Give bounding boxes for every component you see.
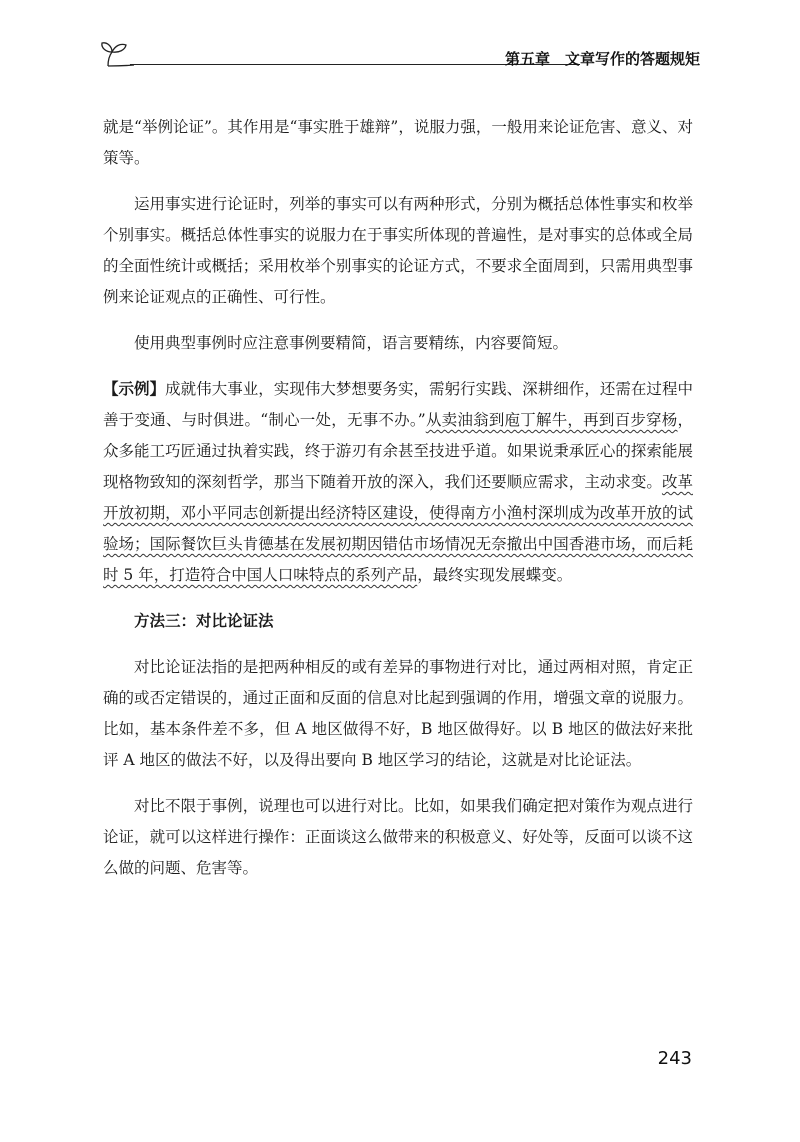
page-header xyxy=(100,38,700,70)
example-paragraph xyxy=(103,374,693,591)
paragraph-2: 运用事实进行论证时，列举的事实可以有两种形式，分别为概括总体性事实和枚举个别事实。概括总体性事实的说服力在于事实所体现的普遍性，是对事实的总体或全局的全面性统计或概括；采用枚举个别事实的论证方式，不要求全面周到，只需用典型事例来论证观点的正确性、可行性。 xyxy=(103,195,693,306)
page-number: 243 xyxy=(657,1048,692,1069)
paragraph-3: 使用典型事例时应注意事例要精简，语言要精练，内容要简短。 xyxy=(134,334,569,352)
page-body xyxy=(103,112,693,884)
chapter-title: 第五章 文章写作的答题规矩 xyxy=(504,50,700,68)
example-label: 【示例】 xyxy=(103,380,166,398)
paragraph-5: 对比不限于事例，说理也可以进行对比。比如，如果我们确定把对策作为观点进行论证，就可以这样进行操作：正面谈这么做带来的积极意义、好处等，反面可以谈不这么做的问题、危害等。 xyxy=(103,797,693,877)
example-text-1: 成就伟大事业，实现伟大梦想要务实，需躬行实践、深耕细作，还需在过程中善于变通、与时俱进。“制心一处，无事不办。” xyxy=(103,380,693,429)
paragraph-1: 就是“举例论证”。其作用是“事实胜于雄辩”，说服力强，一般用来论证危害、意义、对策等。 xyxy=(103,118,693,167)
paragraph-4: 对比论证法指的是把两种相反的或有差异的事物进行对比，通过两相对照，肯定正确的或否定错误的，通过正面和反面的信息对比起到强调的作用，增强文章的说服力。比如，基本条件差不多，但 A 地区做得不好，B 地区做得好。以 B 地区的做法好来批评 A 地区的做法不好，以及得出要向 B 地区学习的结论，这就是对比论证法。 xyxy=(103,658,693,769)
example-underlined-2: 改革开放初期，邓小平同志创新提出经济特区建设，使得南方小渔村深圳成为改革开放的试验场；国际餐饮巨头肯德基在发展初期因错估市场情况无奈撤出中国香港市场，而后耗时 5 年，打造符合中国人口味特点的系列产品 xyxy=(103,473,693,584)
sprout-icon xyxy=(100,38,134,68)
example-text-2: ，众多能工巧匠通过执着实践，终于游刃有余甚至技进乎道。如果说秉承匠心的探索能展现格物致知的深刻哲学，那当下随着开放的深入，我们还要顺应需求，主动求变。 xyxy=(103,411,693,491)
method-title: 方法三：对比论证法 xyxy=(134,612,274,630)
example-underlined-1: 从卖油翁到庖丁解牛，再到百步穿杨 xyxy=(425,411,678,429)
example-text-3: ，最终实现发展蝶变。 xyxy=(417,566,573,584)
